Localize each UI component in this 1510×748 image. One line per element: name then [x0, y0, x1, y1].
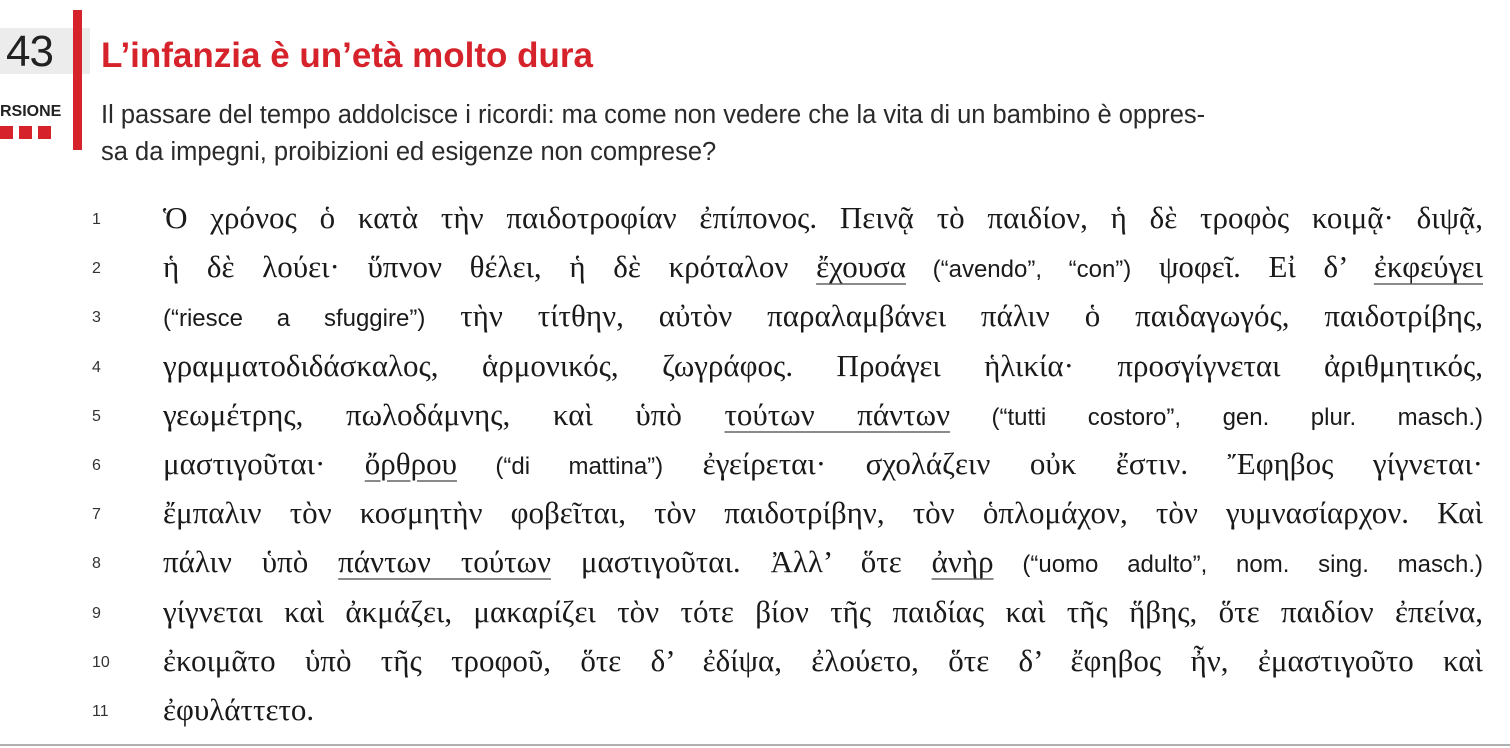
annotation: (“tutti costoro”, gen. plur. masch.): [950, 403, 1483, 431]
text-line: [0, 590, 1510, 639]
line-number: 3: [92, 309, 101, 327]
line-number: 1: [92, 211, 101, 228]
text-line: [0, 344, 1510, 393]
line-text: [163, 540, 1483, 587]
line-text: [163, 294, 1483, 341]
annotation: (“riesce a sfuggire”): [163, 305, 426, 333]
text-line: [0, 442, 1510, 491]
line-text: [163, 491, 1483, 535]
line-number: 6: [92, 456, 101, 474]
intro-line: Il passare del tempo addolcisce i ricordi: ma come non vedere che la vita di un bambino è oppres-: [101, 101, 1206, 129]
greek-segment: γεωμέτρης, πωλοδάμνης, καὶ ὑπὸ: [163, 396, 725, 432]
line-number: 11: [92, 702, 109, 720]
greek-segment: ἔμπαλιν τὸν κοσμητὴν φοβεῖται, τὸν παιδοτρίβην, τὸν ὁπλομάχον, τὸν γυμνασίαρχον. Καὶ: [163, 495, 1483, 531]
underlined-word: τούτων πάντων: [724, 396, 951, 432]
text-line: [0, 393, 1510, 442]
greek-segment: Ὁ χρόνος ὁ κατὰ τὴν παιδοτροφίαν ἐπίπονος. Πεινᾷ τὸ παιδίον, ἡ δὲ τροφὸς κοιμᾷ· διψᾷ,: [163, 200, 1483, 235]
text-line: [0, 540, 1510, 589]
text-line: [0, 639, 1510, 688]
underlined-word: ἔχουσα: [816, 249, 907, 285]
underlined-word: πάντων τούτων: [338, 544, 551, 580]
line-number: 7: [92, 506, 101, 524]
line-text: [163, 590, 1483, 634]
line-text: [163, 393, 1483, 440]
intro-line: sa da impegni, proibizioni ed esigenze non comprese?: [101, 138, 717, 166]
line-number: 10: [92, 653, 110, 671]
greek-text: [0, 196, 1510, 737]
line-number: 8: [92, 555, 101, 573]
text-line: [0, 688, 1510, 737]
greek-segment: πάλιν ὑπὸ: [163, 544, 339, 580]
greek-segment: ἐφυλάττετο.: [163, 691, 315, 727]
underlined-word: ὄρθρου: [364, 445, 457, 481]
greek-segment: τὴν τίτθην, αὐτὸν παραλαμβάνει πάλιν ὁ παιδαγωγός, παιδοτρίβης,: [425, 298, 1483, 334]
greek-segment: ἐγείρεται· σχολάζειν οὐκ ἔστιν. Ἔφηβος γίγνεται·: [663, 445, 1483, 481]
line-number: 9: [92, 604, 101, 622]
exercise-intro: [101, 97, 1501, 171]
underlined-word: ἀνὴρ: [931, 544, 994, 580]
line-text: [163, 245, 1483, 292]
text-line: [0, 196, 1510, 245]
greek-segment: γραμματοδιδάσκαλος, ἁρμονικός, ζωγράφος. Προάγει ἡλικία· προσγίγνεται ἀριθμητικός,: [163, 347, 1483, 383]
line-text: [163, 196, 1483, 240]
greek-segment: ἐκοιμᾶτο ὑπὸ τῆς τροφοῦ, ὅτε δ’ ἐδίψα, ἐλούετο, ὅτε δ’ ἔφηβος ἦν, ἐμαστιγοῦτο καὶ: [163, 642, 1483, 678]
line-text: [163, 688, 1510, 732]
annotation: (“uomo adulto”, nom. sing. masch.): [993, 551, 1484, 579]
line-number: 4: [92, 358, 101, 376]
annotation: (“avendo”, “con”): [906, 256, 1132, 284]
accent-bar: [73, 10, 82, 150]
exercise-tag: RSIONE: [0, 103, 62, 120]
line-number: 5: [92, 407, 101, 425]
line-text: [163, 344, 1483, 388]
exercise-title: L’infanzia è un’età molto dura: [101, 36, 593, 75]
line-number: 2: [92, 260, 101, 278]
greek-segment: μαστιγοῦται·: [163, 445, 365, 481]
bottom-rule: [0, 744, 1510, 746]
text-line: [0, 245, 1510, 294]
tag-squares: [0, 126, 51, 140]
underlined-word: ἐκφεύγει: [1373, 249, 1483, 285]
greek-segment: ψοφεῖ. Εἰ δ’: [1131, 249, 1374, 285]
greek-segment: γίγνεται καὶ ἀκμάζει, μακαρίζει τὸν τότε βίον τῆς παιδίας καὶ τῆς ἥβης, ὅτε παιδίον ἐπείνα,: [163, 593, 1483, 629]
annotation: (“di mattina”): [456, 452, 664, 480]
line-text: [163, 442, 1483, 489]
text-line: [0, 294, 1510, 343]
exercise-number: 43: [6, 27, 53, 76]
text-line: [0, 491, 1510, 540]
line-text: [163, 639, 1483, 683]
greek-segment: μαστιγοῦται. Ἀλλ’ ὅτε: [551, 544, 932, 580]
greek-segment: ἡ δὲ λούει· ὕπνον θέλει, ἡ δὲ κρόταλον: [163, 249, 817, 285]
